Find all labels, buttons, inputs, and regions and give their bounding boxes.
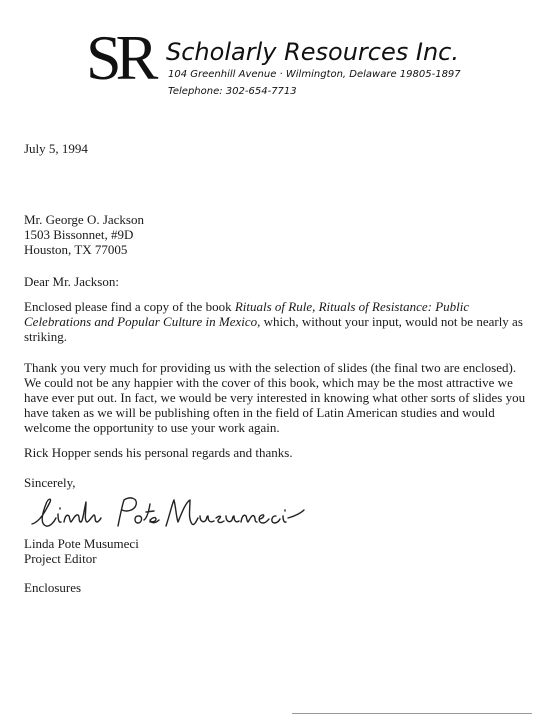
recipient-name: Mr. George O. Jackson <box>24 212 144 227</box>
paragraph-1 <box>24 299 534 344</box>
logo-monogram: SR <box>86 22 153 93</box>
recipient-address <box>24 212 144 257</box>
recipient-city: Houston, TX 77005 <box>24 242 128 257</box>
paragraph-1-intro: Enclosed please find a copy of the book <box>24 299 235 314</box>
letterhead <box>86 22 516 106</box>
company-name: Scholarly Resources Inc. <box>166 38 459 66</box>
signer-title: Project Editor <box>24 551 97 566</box>
company-address: 104 Greenhill Avenue · Wilmington, Delaware 19805-1897 <box>168 69 461 80</box>
salutation: Dear Mr. Jackson: <box>24 274 119 289</box>
paragraph-3: Rick Hopper sends his personal regards and thanks. <box>24 445 293 460</box>
bottom-rule <box>292 713 532 714</box>
company-phone: Telephone: 302-654-7713 <box>168 86 297 97</box>
signer-name: Linda Pote Musumeci <box>24 536 139 551</box>
closing: Sincerely, <box>24 475 76 490</box>
letter-date: July 5, 1994 <box>24 141 88 156</box>
handwritten-signature <box>26 492 306 536</box>
paragraph-1-ending: , which, without your input, would not be nearly as striking. <box>24 314 523 344</box>
enclosures-note: Enclosures <box>24 580 82 595</box>
recipient-street: 1503 Bissonnet, #9D <box>24 227 134 242</box>
paragraph-2: Thank you very much for providing us with the selection of slides (the final two are enclosed). We could not be any happier with the cover of this book, which may be the most attractive we have ever put out. In fact, we would be very interested in knowing what other sorts of slides you have taken as we will be publishing often in the field of Latin American studies and would welcome the opportunity to use your work again. <box>24 360 526 435</box>
company-logo <box>86 22 168 106</box>
book-title: Rituals of Rule, Rituals of Resistance: Public Celebrations and Popular Culture in Mexico <box>24 299 470 329</box>
